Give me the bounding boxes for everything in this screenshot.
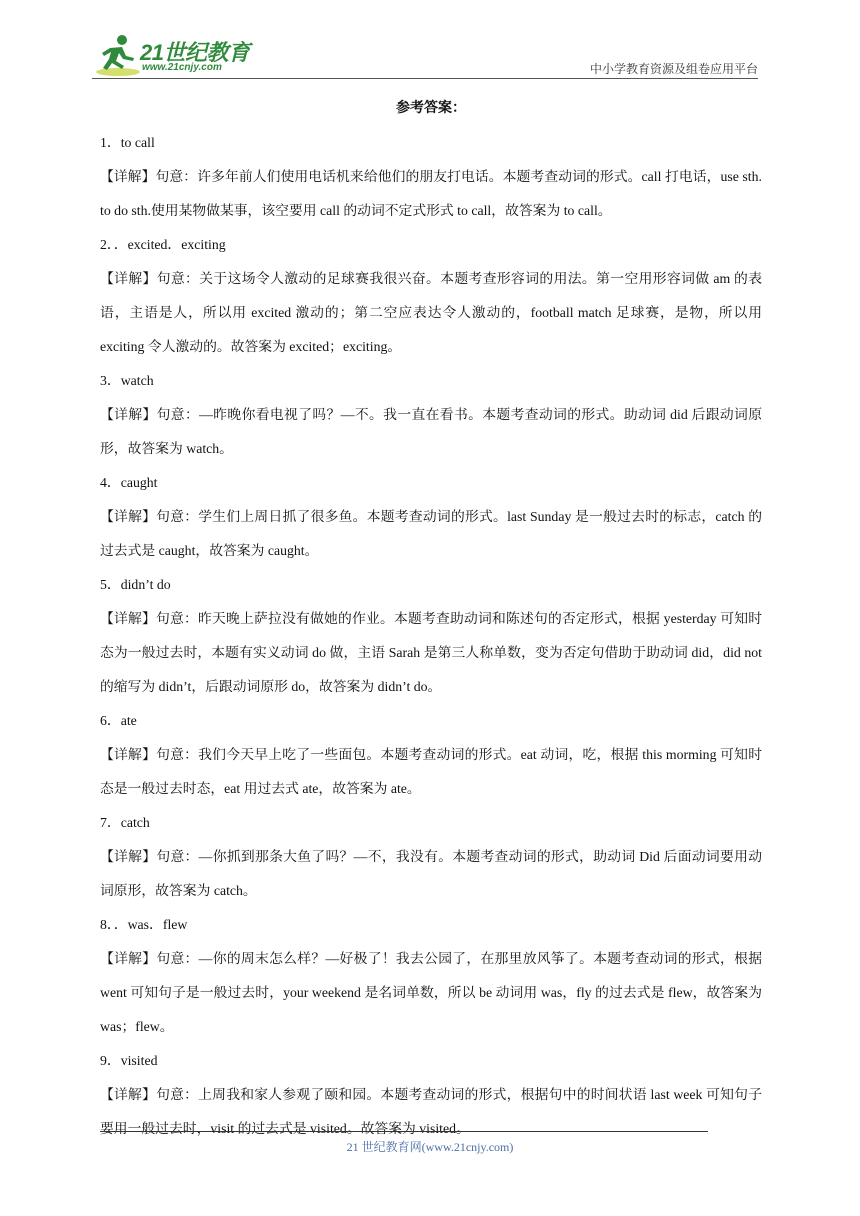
- answer-text: 1．to call: [100, 135, 155, 150]
- section-title: 参考答案：: [396, 101, 466, 116]
- answer-explanation: 【详解】句意：昨天晚上萨拉没有做她的作业。本题考查助动词和陈述句的否定形式，根据 yesterday 可知时态为一般过去时，本题有实义动词 do 做，主语 Sarah 是第三人称单数，变为否定句借助于助动词 did，did not 的缩写为 didn’t，后跟动词原形 do，故答案为 didn’t do。: [100, 611, 762, 694]
- logo-url: www.21cnjy.com: [142, 62, 222, 73]
- page-header: [92, 32, 758, 78]
- answer-explanation: 【详解】句意：关于这场令人激动的足球赛我很兴奋。本题考查形容词的用法。第一空用形容词做 am 的表语，主语是人，所以用 excited 激动的；第二空应表达令人激动的，football match 足球赛，是物，所以用 exciting 令人激动的。故答案为 excited；exciting。: [100, 271, 762, 354]
- answer-text: 9．visited: [100, 1053, 158, 1068]
- answer-explanation: 【详解】句意：许多年前人们使用电话机来给他们的朋友打电话。本题考查动词的形式。call 打电话，use sth. to do sth.使用某物做某事，该空要用 call 的动词不定式形式 to call，故答案为 to call。: [100, 169, 762, 218]
- platform-name: 中小学教育资源及组卷应用平台: [589, 62, 758, 76]
- answer-explanation: 【详解】句意：我们今天早上吃了一些面包。本题考查动词的形式。eat 动词，吃，根据 this morming 可知时态是一般过去时态，eat 用过去式 ate，故答案为 ate。: [100, 747, 762, 796]
- answer-item: [100, 466, 762, 568]
- footer-divider: [100, 1131, 708, 1132]
- answer-explanation: 【详解】句意：—你抓到那条大鱼了吗？—不，我没有。本题考查动词的形式，助动词 Did 后面动词要用动词原形，故答案为 catch。: [100, 849, 762, 898]
- answer-section: [100, 92, 762, 1146]
- answer-item: [100, 908, 762, 1044]
- answer-explanation: 【详解】句意：—你的周末怎么样？—好极了！我去公园了，在那里放风筝了。本题考查动词的形式，根据 went 可知句子是一般过去时，your weekend 是名词单数，所以 be 动词用 was，fly 的过去式是 flew，故答案为 was；flew。: [100, 951, 762, 1034]
- logo: [92, 32, 262, 78]
- logo-text: 21世纪教育: [140, 40, 250, 65]
- answer-text: 3．watch: [100, 373, 154, 388]
- answer-text: 4．caught: [100, 475, 158, 490]
- answer-item: [100, 364, 762, 466]
- answer-item: [100, 568, 762, 704]
- header-divider: [92, 78, 758, 79]
- answer-explanation: 【详解】句意：上周我和家人参观了颐和园。本题考查动词的形式，根据句中的时间状语 last week 可知句子要用一般过去时，visit 的过去式是 visited。故答案为 visited。: [100, 1087, 762, 1136]
- page-footer: 21 世纪教育网(www.21cnjy.com): [346, 1140, 514, 1154]
- answer-text: 6．ate: [100, 713, 137, 728]
- answer-text: 5．didn’t do: [100, 577, 171, 592]
- answer-item: [100, 228, 762, 364]
- answer-text: 8．．was．flew: [100, 917, 188, 932]
- answer-item: [100, 704, 762, 806]
- runner-logo-icon: [92, 32, 140, 78]
- answer-text: 2．．excited．exciting: [100, 237, 226, 252]
- answer-explanation: 【详解】句意：—昨晚你看电视了吗？—不。我一直在看书。本题考查动词的形式。助动词 did 后跟动词原形，故答案为 watch。: [100, 407, 762, 456]
- answer-item: [100, 806, 762, 908]
- answer-explanation: 【详解】句意：学生们上周日抓了很多鱼。本题考查动词的形式。last Sunday 是一般过去时的标志，catch 的过去式是 caught，故答案为 caught。: [100, 509, 762, 558]
- answer-item: [100, 126, 762, 228]
- answer-text: 7．catch: [100, 815, 150, 830]
